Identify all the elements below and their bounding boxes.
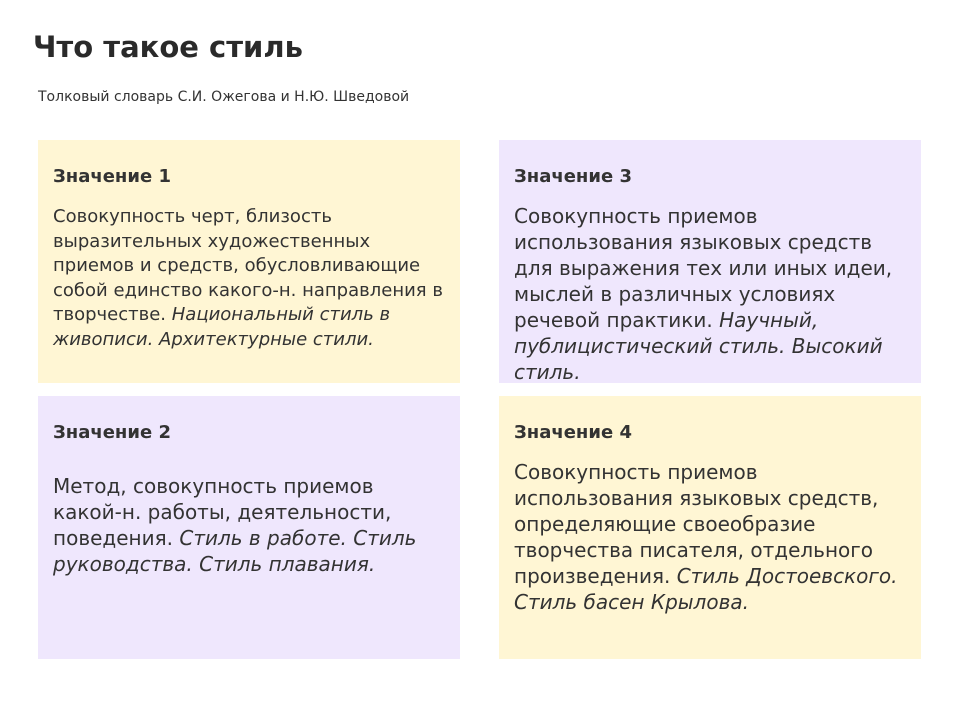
usage-examples: Стиль Достоевского. Стиль басен Крылова.	[514, 564, 898, 614]
usage-examples: Национальный стиль в живописи. Архитектурные стили.	[53, 304, 391, 350]
meaning-card-text	[53, 473, 446, 577]
meaning-card-2	[38, 396, 460, 659]
meaning-card-1	[38, 140, 460, 383]
meaning-card-3	[499, 140, 921, 383]
usage-examples: Стиль в работе. Стиль руководства. Стиль плавания.	[53, 526, 417, 576]
meaning-card-heading: Значение 1	[53, 166, 171, 187]
meaning-card-4	[499, 396, 921, 659]
meaning-card-heading: Значение 2	[53, 422, 171, 443]
slide-subtitle: Толковый словарь С.И. Ожегова и Н.Ю. Шведовой	[38, 89, 410, 105]
definition-text: Метод, совокупность приемов какой-н. работы, деятельности, поведения.	[53, 474, 392, 550]
definition-text: Совокупность приемов использования языковых средств, определяющие своеобразие творчества писателя, отдельного произведения.	[514, 460, 879, 588]
meaning-card-text	[514, 459, 907, 615]
meaning-card-text	[53, 205, 446, 352]
meaning-card-heading: Значение 3	[514, 166, 632, 187]
definition-text: Совокупность приемов использования языковых средств для выражения тех или иных идеи, мыслей в различных условиях речевой практики.	[514, 204, 893, 332]
meaning-card-text	[514, 203, 907, 383]
slide-title: Что такое стиль	[33, 30, 303, 64]
definition-text: Совокупность черт, близость выразительных художественных приемов и средств, обусловливающие собой единство какого-н. направления в творчестве.	[53, 206, 443, 325]
meaning-card-heading: Значение 4	[514, 422, 632, 443]
usage-examples: Научный, публицистический стиль. Высокий стиль.	[514, 308, 883, 383]
